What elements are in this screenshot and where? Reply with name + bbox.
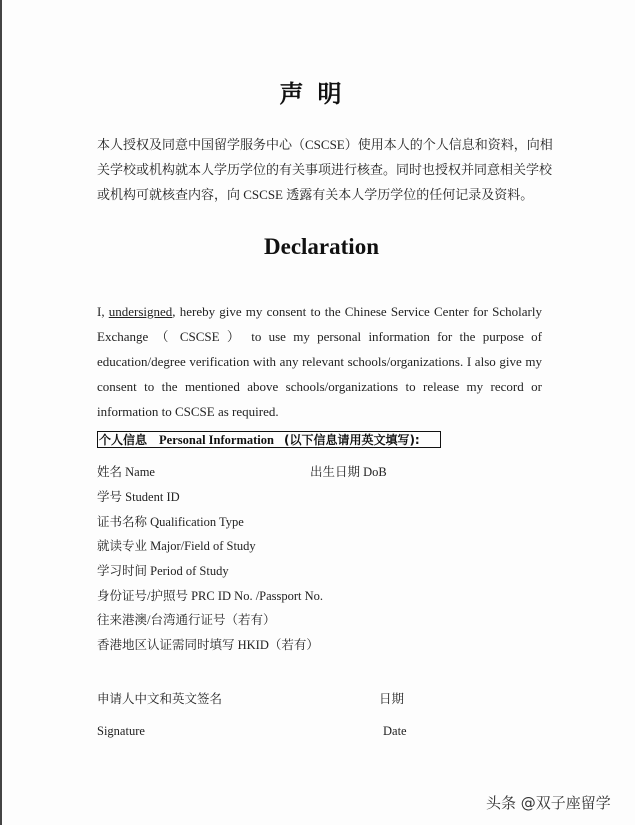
paragraph-en-line: education/degree verification with any relevant schools/organizations. I also give my (97, 354, 542, 369)
field-major-label: 就读专业 Major/Field of Study (97, 539, 256, 553)
paragraph-cn-line: 或机构可就核查内容，向 CSCSE 透露有关本人学历学位的任何记录及资料。 (97, 187, 534, 202)
watermark: 头条 @双子座留学 (486, 794, 611, 812)
section-note: (以下信息请用英文填写): (283, 433, 420, 447)
field-dob-label: 出生日期 DoB (310, 465, 387, 479)
paragraph-en-line (97, 299, 542, 324)
paragraph-cn-line: 关学校或机构就本人学历学位的有关事项进行核查。同时也授权并同意相关学校 (97, 162, 553, 177)
signature-cn-label: 申请人中文和英文签名 (97, 692, 223, 706)
declaration-paragraph-chinese (97, 132, 553, 207)
text-rest: , hereby give my consent to the Chinese Service Center for Scholarly (172, 304, 542, 319)
field-qualification-label: 证书名称 Qualification Type (97, 515, 244, 529)
paragraph-cn-line: 本人授权及同意中国留学服务中心（CSCSE）使用本人的个人信息和资料，向相 (97, 137, 553, 152)
section-title-en: Personal Information (159, 433, 274, 447)
field-student-id-label: 学号 Student ID (97, 490, 180, 504)
page-left-edge (0, 0, 2, 825)
section-title-cn: 个人信息 (99, 433, 148, 447)
field-hk-tw-permit-label: 往来港澳/台湾通行证号（若有） (97, 613, 276, 627)
paragraph-en-line: consent to the mentioned above schools/organizations to release my record or (97, 379, 542, 394)
field-id-passport-label: 身份证号/护照号 PRC ID No. /Passport No. (97, 589, 324, 603)
signature-en-label: Signature (97, 724, 145, 738)
date-en-label: Date (383, 724, 407, 738)
personal-info-header (97, 431, 441, 448)
paragraph-en-line: Exchange （ CSCSE ） to use my personal information for the purpose of (97, 329, 542, 344)
title-english: Declaration (264, 234, 379, 259)
paragraph-en-line: information to CSCSE as required. (97, 404, 279, 419)
undersigned-text: undersigned (108, 304, 173, 319)
field-name-label: 姓名 Name (97, 465, 155, 479)
field-hkid-label: 香港地区认证需同时填写 HKID（若有） (97, 638, 319, 652)
field-period-label: 学习时间 Period of Study (97, 564, 229, 578)
date-cn-label: 日期 (379, 692, 405, 706)
title-chinese: 声明 (279, 80, 356, 108)
text-prefix: I, (97, 304, 109, 319)
declaration-paragraph-english (97, 299, 542, 424)
